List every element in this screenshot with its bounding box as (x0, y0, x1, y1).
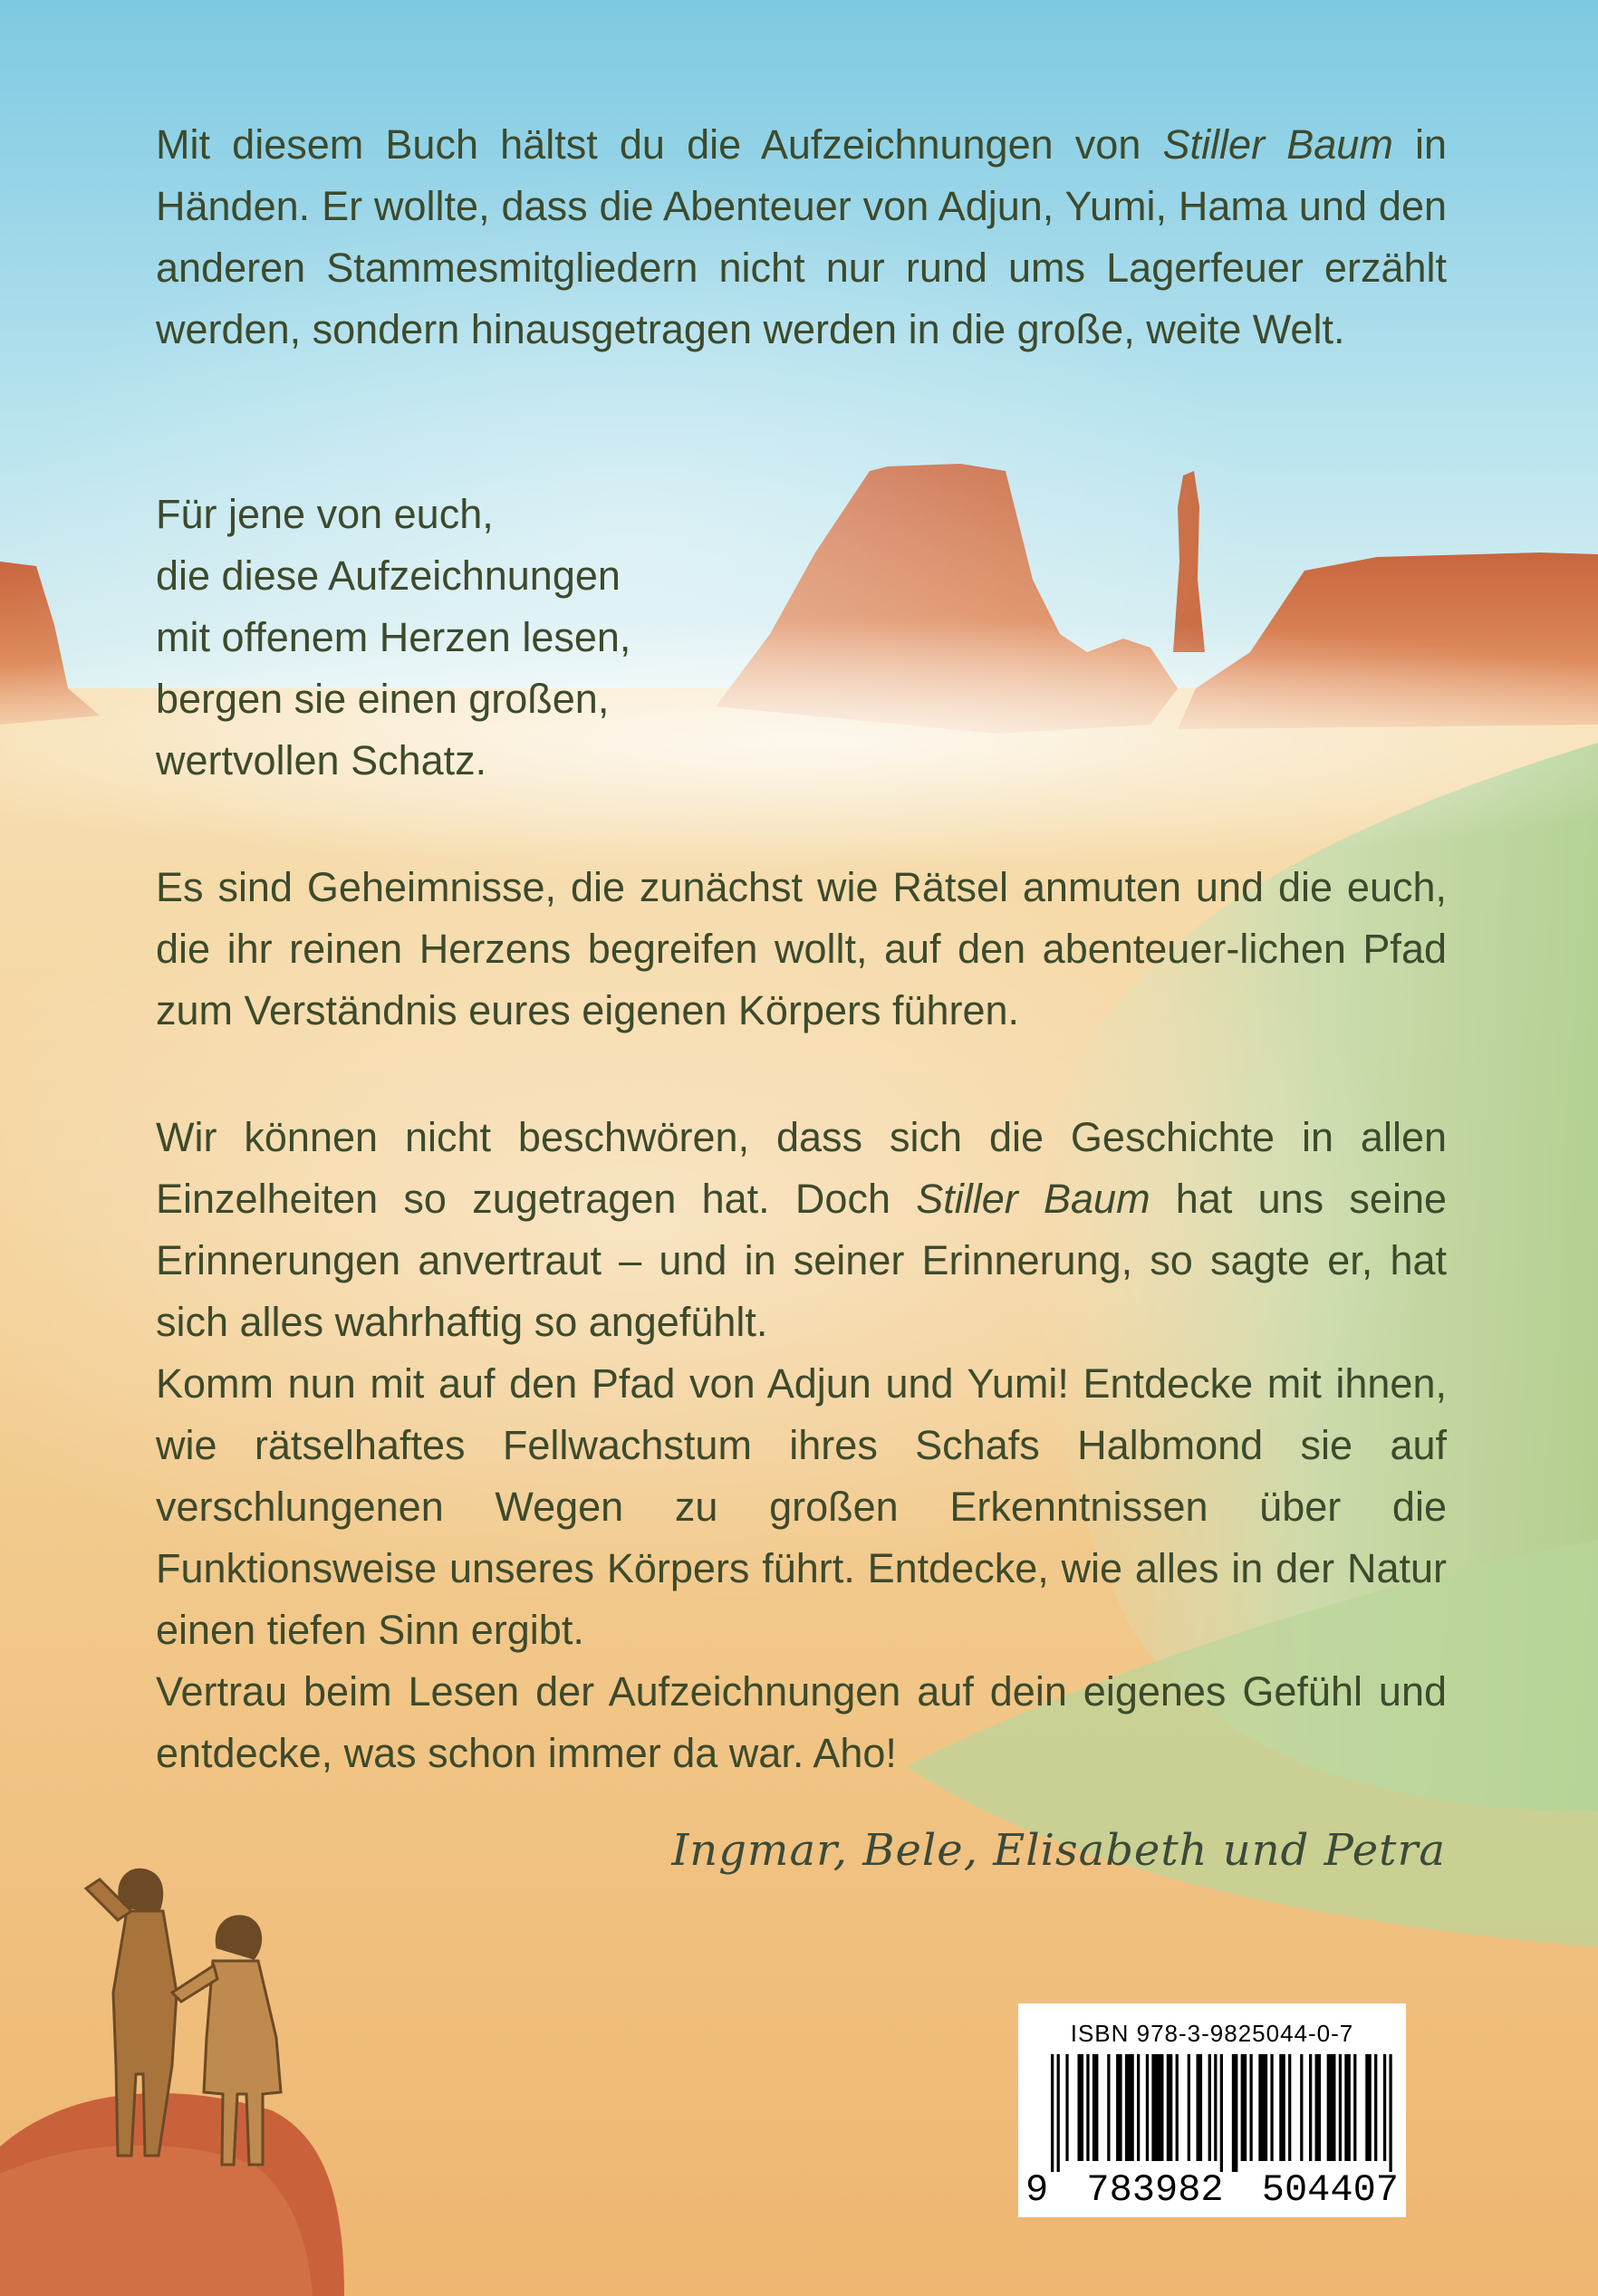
barcode-bar (1188, 2054, 1190, 2161)
barcode-bar (1116, 2054, 1122, 2161)
barcode-bar (1300, 2054, 1303, 2161)
secrets-paragraph: Es sind Geheimnisse, die zunächst wie Rätsel anmuten und die euch, die ihr reinen Herzens begreifen wollt, auf den abenteuer-lichen Pfad zum Verständnis eures eigenen Körpers führen. (156, 864, 1447, 1033)
trust-paragraph: Vertrau beim Lesen der Aufzeichnungen auf dein eigenes Gefühl und entdecke, was schon immer da war. Aho! (156, 1668, 1447, 1776)
barcode-bar (1258, 2054, 1267, 2161)
barcode-bar (1327, 2054, 1336, 2161)
poem-line: Für jene von euch, (156, 491, 494, 537)
barcode-bar (1137, 2054, 1140, 2161)
barcode-digit-lead: 9 (1025, 2168, 1049, 2212)
barcode-bar (1249, 2054, 1252, 2161)
barcode-digit-group-right: 504407 (1261, 2168, 1399, 2212)
barcode-bar (1167, 2054, 1173, 2161)
barcode-bar (1374, 2054, 1377, 2161)
isbn-label: ISBN 978-3-9825044-0-7 (1070, 2020, 1354, 2047)
barcode-bar (1279, 2054, 1285, 2161)
barcode-bar (1383, 2054, 1386, 2161)
barcode-bar (1125, 2054, 1134, 2161)
barcode-bar (1339, 2054, 1342, 2161)
invitation-paragraph: Komm nun mit auf den Pfad von Adjun und Yumi! Entdecke mit ihnen, wie rätselhaftes Fellwachstum ihres Schafs Halbmond sie auf verschlungenen Wegen zu großen Erkenntnissen über die Funktionsweise unseres Körpers führt. Entdecke, wie alles in der Natur einen tiefen Sinn ergibt. (156, 1360, 1447, 1653)
poem-paragraph (156, 484, 1447, 792)
intro-paragraph: Mit diesem Buch hältst du die Aufzeichnungen von Stiller Baum in Händen. Er wollte, dass die Abenteuer von Adjun, Yumi, Hama und den anderen Stammesmitgliedern nicht nur rund ums Lagerfeuer erzählt werden, sondern hinausgetragen werden in die große, weite Welt. (156, 121, 1448, 352)
barcode-bar (1151, 2054, 1163, 2161)
book-author-name: Stiller Baum (1162, 121, 1393, 168)
poem-line: wertvollen Schatz. (156, 737, 487, 783)
barcode-bar (1220, 2054, 1223, 2172)
poem-line: mit offenem Herzen lesen, (156, 614, 631, 660)
barcode-digits (1025, 2168, 1399, 2212)
barcode-bar (1065, 2054, 1068, 2161)
barcode-bar (1093, 2054, 1099, 2161)
barcode-bar (1309, 2054, 1312, 2161)
barcode-bar (1214, 2054, 1217, 2161)
barcode-bar (1344, 2054, 1351, 2161)
barcode-bar (1107, 2054, 1110, 2161)
barcode-bar (1315, 2054, 1322, 2161)
closing-paragraphs: Wir können nicht beschwören, dass sich die Geschichte in allen Einzelheiten so zugetragen hat. Doch Stiller Baum hat uns seine Erinnerungen anvertraut – und in seiner Erinnerung, so sagte er, hat sich alles wahrhaftig so angefühlt. Komm nun mit auf den Pfad von Adjun und Yumi! Entdecke mit ihnen, wie rätselhaftes Fellwachstum ihres Schafs Halbmond sie auf verschlungenen Wegen zu großen Erkenntnissen über die Funktionsweise unseres Körpers führt. Entdecke, wie alles in der Natur einen tiefen Sinn ergibt. Vertrau beim Lesen der Aufzeichnungen auf dein eigenes Gefühl und entdecke, was schon immer da war. Aho! (156, 1107, 1447, 1784)
poem-line: bergen sie einen großen, (156, 676, 610, 722)
author-signature: Ingmar, Bele, Elisabeth und Petra (671, 1825, 1446, 1876)
barcode-bar (1086, 2054, 1089, 2161)
barcode-bar (1365, 2054, 1372, 2161)
barcode-bar (1197, 2054, 1203, 2161)
barcode-bar (1176, 2054, 1179, 2161)
barcode-bar (1353, 2054, 1356, 2161)
barcode-digit-group-left: 783982 (1086, 2168, 1224, 2212)
barcode-bar (1241, 2054, 1247, 2161)
barcode-bar (1232, 2054, 1238, 2172)
barcode-bar (1051, 2054, 1054, 2172)
barcode-bar (1389, 2054, 1391, 2172)
barcode-bar (1146, 2054, 1149, 2161)
barcode-bar (1208, 2054, 1211, 2161)
barcode-bar (1077, 2054, 1083, 2161)
barcode-bars (1051, 2054, 1395, 2172)
barcode-bar (1288, 2054, 1291, 2161)
barcode-bar (1270, 2054, 1273, 2161)
book-author-name: Stiller Baum (916, 1176, 1150, 1222)
isbn-barcode (1018, 2003, 1406, 2217)
barcode-bar (1057, 2054, 1060, 2172)
poem-line: die diese Aufzeichnungen (156, 552, 621, 599)
